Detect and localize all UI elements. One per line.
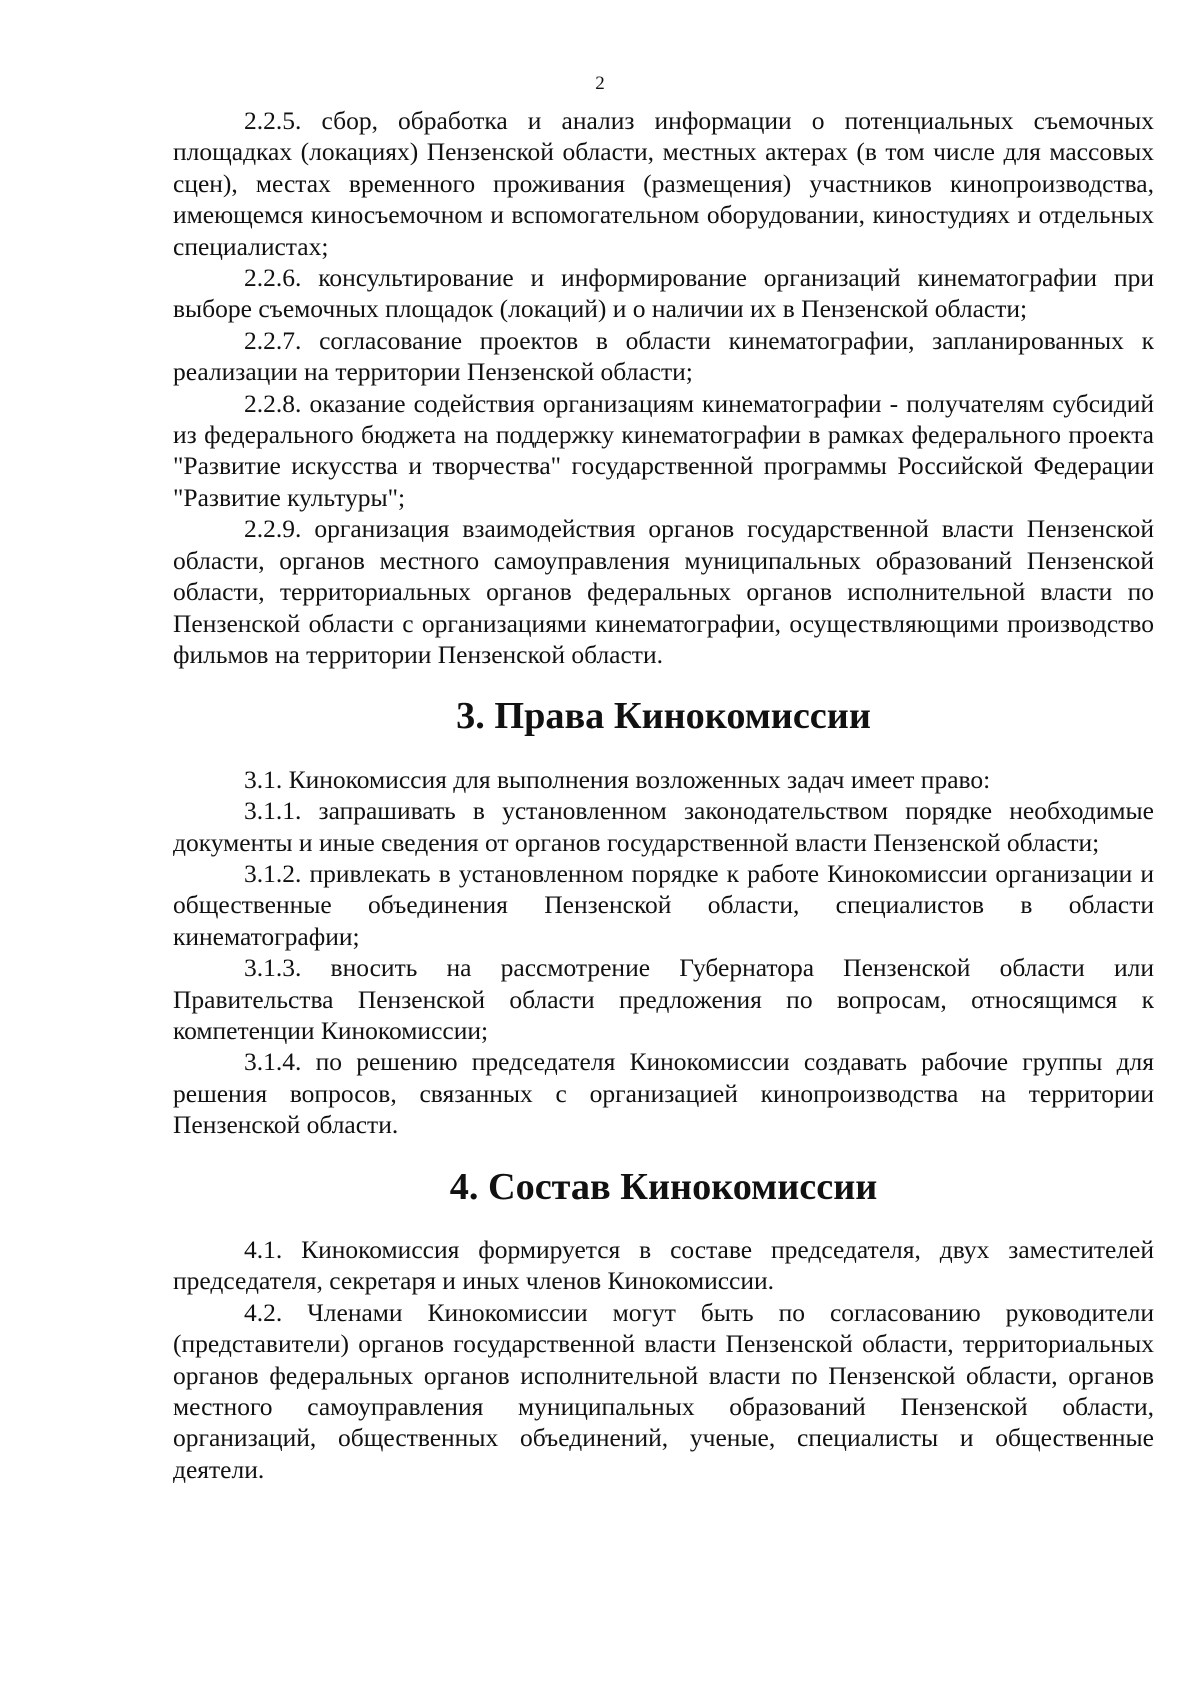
clause-2-2-6: 2.2.6. консультирование и информирование организаций кинематографии при выборе съемочных площадок (локаций) и о наличии их в Пензенской области; [173, 263, 1154, 324]
document-body [173, 105, 1154, 1485]
clause-4-2: 4.2. Членами Кинокомиссии могут быть по согласованию руководители (представители) органов государственной власти Пензенской области, территориальных органов федеральных органов исполнительной власти по Пензенской области, органов местного самоуправления муниципальных образований Пензенской области, организаций, общественных объединений, ученые, специалисты и общественные деятели. [173, 1297, 1154, 1484]
clause-2-2-8: 2.2.8. оказание содействия организациям кинематографии - получателям субсидий из федерального бюджета на поддержку кинематографии в рамках федерального проекта "Развитие искусства и творчества" государственной программы Российской Федерации "Развитие культуры"; [173, 388, 1154, 512]
spacer [173, 733, 1154, 764]
section-3-heading: 3. Права Кинокомиссии [456, 695, 871, 738]
clause-3-1-1: 3.1.1. запрашивать в установленном законодательством порядке необходимые документы и иные сведения от органов государственной власти Пензенской области; [173, 796, 1154, 857]
clause-2-2-5: 2.2.5. сбор, обработка и анализ информации о потенциальных съемочных площадках (локациях) Пензенской области, местных актерах (в том числе для массовых сцен), местах временного проживания (размещения) участников кинопроизводства, имеющемся киносъемочном и вспомогательном оборудовании, киностудиях и отдельных специалистах; [173, 106, 1154, 261]
spacer [173, 1203, 1154, 1234]
clause-4-1: 4.1. Кинокомиссия формируется в составе председателя, двух заместителей председателя, секретаря и иных членов Кинокомиссии. [173, 1235, 1154, 1296]
clause-3-1: 3.1. Кинокомиссия для выполнения возложенных задач имеет право: [244, 764, 991, 794]
page-number: 2 [595, 73, 605, 94]
clause-3-1-3: 3.1.3. вносить на рассмотрение Губернатора Пензенской области или Правительства Пензенской области предложения по вопросам, относящимся к компетенции Кинокомиссии; [173, 953, 1154, 1045]
clause-2-2-9: 2.2.9. организация взаимодействия органов государственной власти Пензенской области, органов местного самоуправления муниципальных образований Пензенской области, территориальных органов федеральных органов исполнительной власти по Пензенской области с организациями кинематографии, осуществляющими производство фильмов на территории Пензенской области. [173, 514, 1154, 669]
clause-2-2-7: 2.2.7. согласование проектов в области кинематографии, запланированных к реализации на территории Пензенской области; [173, 325, 1154, 387]
section-4-heading: 4. Состав Кинокомиссии [449, 1165, 878, 1208]
clause-3-1-2: 3.1.2. привлекать в установленном порядке к работе Кинокомиссии организации и общественные объединения Пензенской области, специалистов в области кинематографии; [173, 858, 1154, 951]
clause-3-1-4: 3.1.4. по решению председателя Кинокомиссии создавать рабочие группы для решения вопросов, связанных с организацией кинопроизводства на территории Пензенской области. [173, 1047, 1154, 1140]
